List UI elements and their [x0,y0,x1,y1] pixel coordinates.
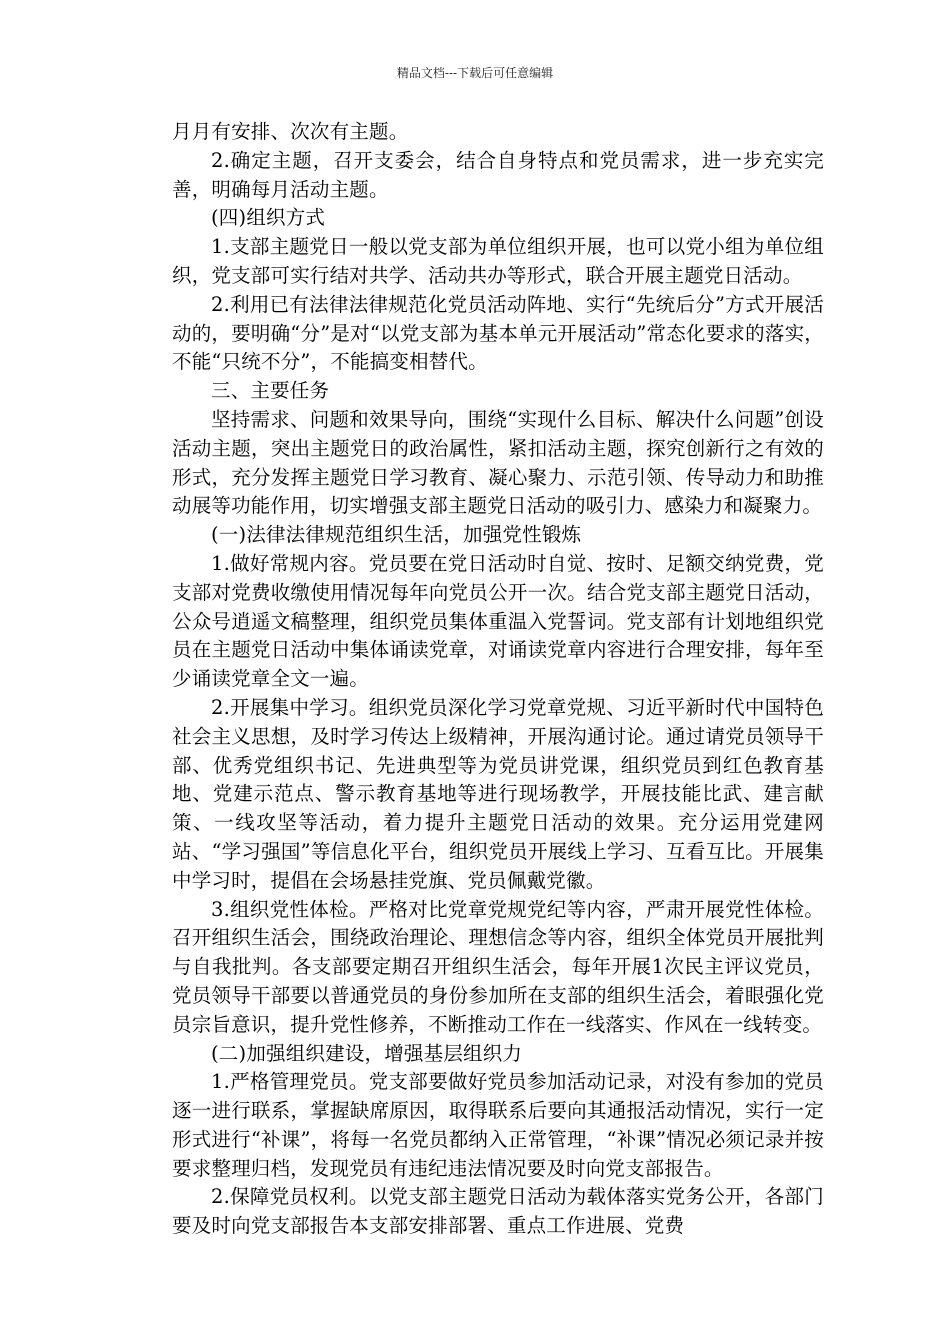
page-header: 精品文档---下载后可任意编辑 [396,66,554,80]
document-body [172,118,824,1241]
paragraph: 1.严格管理党员。党支部要做好党员参加活动记录，对没有参加的党员逐一进行联系，掌握缺席原因，取得联系后要向其通报活动情况，实行一定形式进行“补课”，将每一名党员都纳入正常管理，“补课”情况必须记录并按要求整理归档，发现党员有违纪违法情况要及时向党支部报告。 [172,1070,824,1180]
paragraph: 月月有安排、次次有主题。 [172,120,409,143]
paragraph: 2.确定主题，召开支委会，结合自身特点和党员需求，进一步充实完善，明确每月活动主题。 [172,148,824,201]
paragraph: 2.利用已有法律法律规范化党员活动阵地、实行“先统后分”方式开展活动的，要明确“分”是对“以党支部为基本单元开展活动”常态化要求的落实，不能“只统不分”，不能搞变相替代。 [172,292,824,374]
paragraph: 3.组织党性体检。严格对比党章党规党纪等内容，严肃开展党性体检。召开组织生活会，围绕政治理论、理想信念等内容，组织全体党员开展批判与自我批判。各支部要定期召开组织生活会，每年开展1次民主评议党员，党员领导干部要以普通党员的身份参加所在支部的组织生活会，着眼强化党员宗旨意识，提升党性修养，不断推动工作在一线落实、作风在一线转变。 [172,897,824,1036]
paragraph: 坚持需求、问题和效果导向，围绕“实现什么目标、解决什么问题”创设活动主题，突出主题党日的政治属性，紧扣活动主题，探究创新行之有效的形式，充分发挥主题党日学习教育、凝心聚力、示范引领、传导动力和助推动展等功能作用，切实增强支部主题党日活动的吸引力、感染力和凝聚力。 [172,407,824,518]
paragraph: 1.做好常规内容。党员要在党日活动时自觉、按时、足额交纳党费，党支部对党费收缴使用情况每年向党员公开一次。结合党支部主题党日活动，公众号逍遥文稿整理，组织党员集体重温入党誓词。党支部有计划地组织党员在主题党日活动中集体诵读党章，对诵读党章内容进行合理安排，每年至少诵读党章全文一遍。 [172,551,824,691]
section-heading: (四)组织方式 [211,206,326,230]
paragraph: 2.开展集中学习。组织党员深化学习党章党规、习近平新时代中国特色社会主义思想，及时学习传达上级精神，开展沟通讨论。通过请党员领导干部、优秀党组织书记、先进典型等为党员讲党课，组织党员到红色教育基地、党建示范点、警示教育基地等进行现场教学，开展技能比武、建言献策、一线攻坚等活动，着力提升主题党日活动的效果。充分运用党建网站、“学习强国”等信息化平台，组织党员开展线上学习、互看互比。开展集中学习时，提倡在会场悬挂党旗、党员佩戴党徽。 [172,695,824,892]
section-heading: 三、主要任务 [211,379,330,403]
section-heading: (二)加强组织建设，增强基层组织力 [211,1041,523,1065]
paragraph: 2.保障党员权利。以党支部主题党日活动为载体落实党务公开，各部门要及时向党支部报告本支部安排部署、重点工作进展、党费 [172,1185,824,1238]
section-heading: (一)法律法律规范组织生活，加强党性锻炼 [211,523,582,547]
paragraph: 1.支部主题党日一般以党支部为单位组织开展，也可以党小组为单位组织，党支部可实行结对共学、活动共办等形式，联合开展主题党日活动。 [172,235,824,287]
